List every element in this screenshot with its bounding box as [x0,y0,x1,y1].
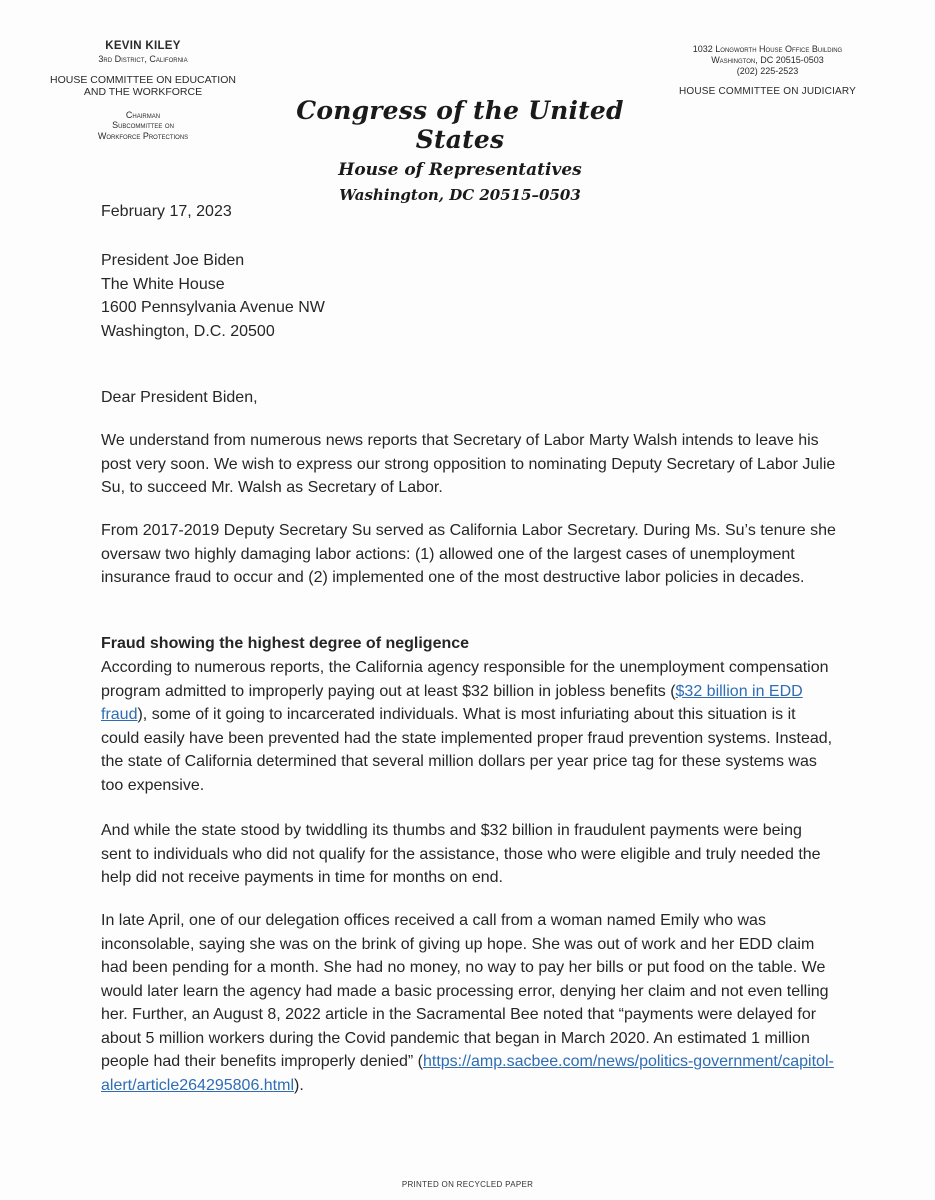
recipient-address [101,249,325,343]
paragraph-text: ). [294,1076,304,1094]
recycled-paper-footer: PRINTED ON RECYCLED PAPER [401,1180,534,1189]
salutation: Dear President Biden, [101,389,258,406]
committee-line: HOUSE COMMITTEE ON EDUCATION [50,74,236,86]
edd-fraud-link[interactable]: $32 billion in EDD fraud [101,682,803,723]
paragraph-text: ), some of it going to incarcerated individuals. What is most infuriating about this situation is it could easily have been prevented had the state implemented proper fraud prevention systems. Instead, the state of California determined that several million dollars per year price tag for these systems was too expensive. [101,706,833,794]
paragraph-background: From 2017-2019 Deputy Secretary Su served as California Labor Secretary. During Ms. Su’s tenure she oversaw two highly damaging labor actions: (1) allowed one of the largest cases of unemployment insurance fraud to occur and (2) implemented one of the most destructive labor policies in decades. [101,522,836,586]
address-line: 1032 Longworth House Office Building [692,44,843,54]
paragraph-payments: And while the state stood by twiddling its thumbs and $32 billion in fraudulent payments were being sent to individuals who did not qualify for the assistance, those who were eligible and truly needed the help did not receive payments in time for months on end. [101,822,821,886]
chair-title [28,110,258,141]
office-address [665,44,870,76]
chair-line: Workforce Protections [97,130,189,141]
recipient-line: Washington, D.C. 20500 [101,322,275,340]
paragraph-intro: We understand from numerous news reports that Secretary of Labor Marty Walsh intends to leave his post very soon. We wish to express our strong opposition to nominating Deputy Secretary of Labor Julie Su, to succeed Mr. Walsh as Secretary of Labor. [101,432,836,496]
committee-education [28,74,258,98]
letterhead-right [665,44,870,97]
district-label: 3rd District, California [98,54,188,64]
house-title: House of Representatives [338,160,582,180]
sacbee-article-link[interactable]: https://amp.sacbee.com/news/politics-government/capitol-alert/article264295806.html [101,1053,834,1094]
letterhead-center [260,96,660,204]
chair-line: Chairman [125,110,161,121]
letterhead-left [28,40,258,141]
paragraph-text: According to numerous reports, the California agency responsible for the unemployment compensation program admitted to improperly paying out at least $32 billion in jobless benefits ( [101,659,829,700]
chair-line: Subcommittee on [112,120,174,131]
address-line: (202) 225-2523 [736,65,799,76]
committee-line: AND THE WORKFORCE [83,86,203,99]
committee-judiciary: HOUSE COMMITTEE ON JUDICIARY [678,86,857,98]
paragraph-text: In late April, one of our delegation offices received a call from a woman named Emily who was inconsolable, saying she was on the brink of giving up hope. She was out of work and her EDD claim had been pending for a month. She had no money, no way to pay her bills or put food on the table. We would later learn the agency had made a basic processing error, denying her claim and not even telling her. Further, an August 8, 2022 article in the Sacramental Bee noted that “payments were delayed for about 5 million workers during the Covid pandemic that began in March 2020. An estimated 1 million people had their benefits improperly denied” ( [101,912,829,1070]
paragraph-emily [101,909,836,1097]
recipient-line: 1600 Pennsylvania Avenue NW [101,299,325,316]
representative-name: KEVIN KILEY [105,40,181,52]
recipient-line: The White House [101,275,225,293]
paragraph-fraud [101,656,836,797]
city-line: Washington, DC 20515–0503 [339,186,581,204]
address-line: Washington, DC 20515-0503 [711,54,824,65]
congress-title: Congress of the United States [296,96,624,154]
letter-date: February 17, 2023 [101,203,232,220]
recipient-line: President Joe Biden [101,252,245,269]
section-heading: Fraud showing the highest degree of negligence [101,635,470,652]
